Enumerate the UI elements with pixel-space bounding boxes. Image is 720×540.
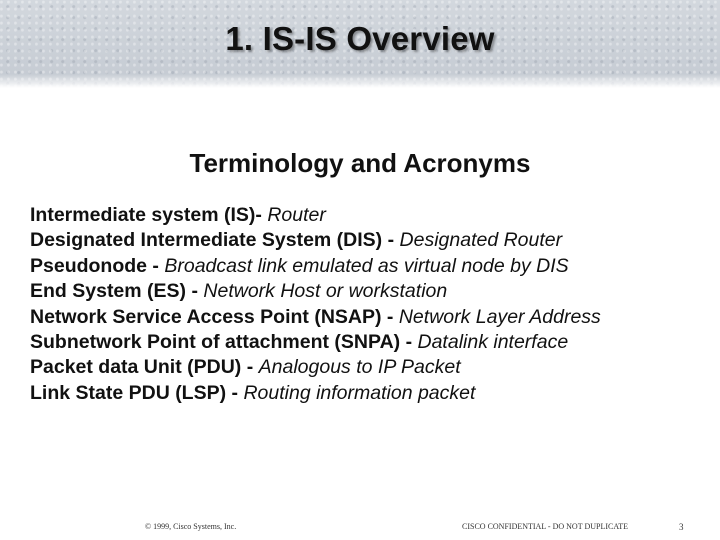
term-definition: Broadcast link emulated as virtual node by DIS [164, 254, 569, 277]
slide-title: 1. IS-IS Overview [225, 20, 495, 57]
term-separator: - [255, 204, 268, 226]
term-definition: Router [267, 204, 326, 226]
term-name: Designated Intermediate System (DIS) [30, 229, 383, 252]
term-name: Network Service Access Point (NSAP) [30, 305, 382, 328]
slide-subtitle: Terminology and Acronyms [189, 148, 531, 178]
page-number: 3 [679, 522, 684, 532]
term-row-lsp [30, 381, 710, 406]
term-separator: - [381, 305, 399, 328]
term-separator: - [186, 280, 204, 303]
term-row-pseudonode [30, 254, 710, 279]
term-name: Packet data Unit (PDU) [30, 356, 242, 379]
term-definition: Routing information packet [243, 381, 476, 404]
term-definition: Network Host or workstation [203, 280, 448, 303]
term-separator: - [241, 356, 259, 379]
term-row-pdu [30, 355, 710, 380]
term-row-nsap [30, 305, 710, 330]
term-definition: Datalink interface [417, 331, 569, 354]
term-separator: - [226, 381, 244, 404]
term-row-dis [30, 228, 710, 253]
term-list [30, 203, 710, 406]
term-name: Pseudonode [30, 254, 148, 277]
term-separator: - [147, 254, 165, 277]
term-name: Intermediate system (IS) [30, 204, 256, 226]
term-name: Link State PDU (LSP) [30, 381, 227, 404]
term-definition: Network Layer Address [398, 305, 601, 328]
term-separator: - [382, 229, 400, 252]
term-row-snpa [30, 330, 710, 355]
term-name: End System (ES) [30, 280, 187, 303]
term-row-es [30, 279, 710, 304]
term-definition: Analogous to IP Packet [258, 356, 461, 379]
term-row-is [30, 203, 710, 228]
term-separator: - [400, 331, 418, 354]
footer-copyright: © 1999, Cisco Systems, Inc. [145, 522, 237, 531]
term-name: Subnetwork Point of attachment (SNPA) [30, 331, 401, 354]
footer-confidential: CISCO CONFIDENTIAL - DO NOT DUPLICATE [462, 522, 628, 531]
term-definition: Designated Router [399, 229, 563, 252]
